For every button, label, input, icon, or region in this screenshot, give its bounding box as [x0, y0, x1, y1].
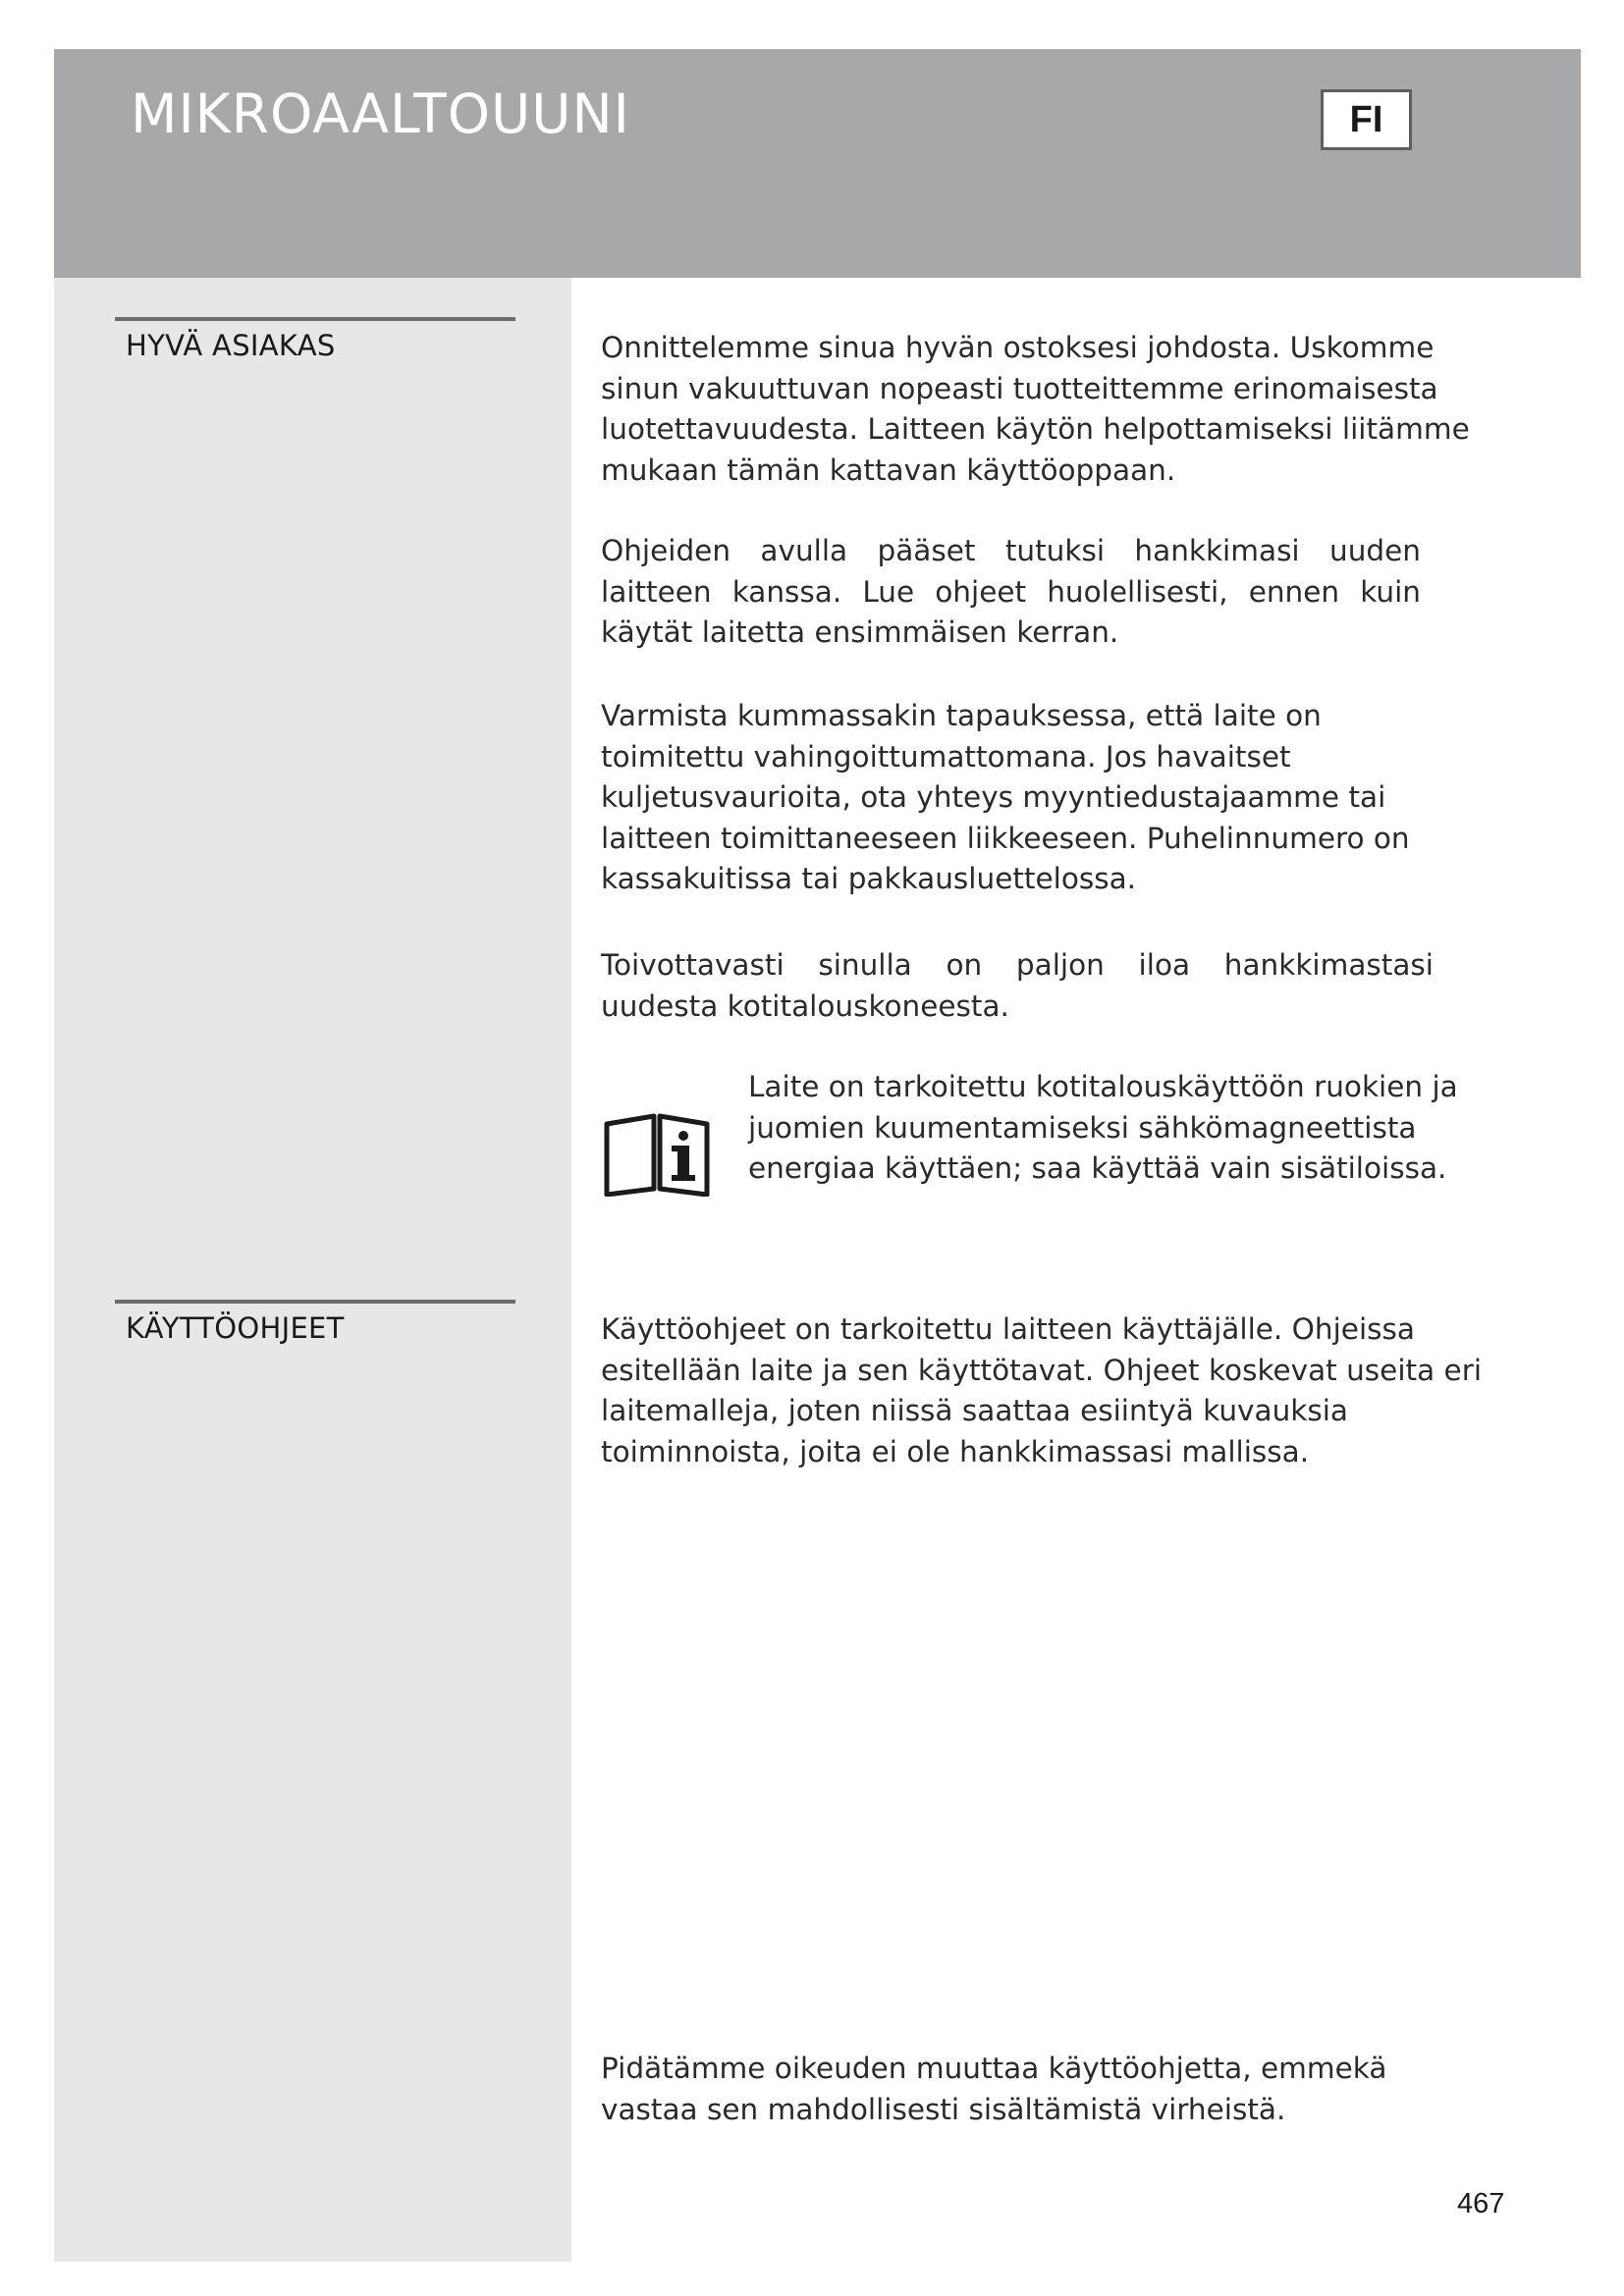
- instructions-paragraph: Ohjeiden avulla pääset tutuksi hankkimasi uuden laitteen kanssa. Lue ohjeet huolellisesti, ennen kuin käytät laitetta ensimmäisen kerran.: [601, 534, 1421, 649]
- disclaimer-paragraph: Pidätämme oikeuden muuttaa käyttöohjetta, emmekä vastaa sen mahdollisesti sisältämistä virheistä.: [601, 2052, 1387, 2126]
- section-label-user-manual: KÄYTTÖOHJEET: [126, 1311, 345, 1345]
- page-title: MIKROAALTOUUNI: [131, 82, 630, 145]
- language-badge: FI: [1321, 89, 1412, 150]
- wish-paragraph: Toivottavasti sinulla on paljon iloa hankkimastasi uudesta kotitalouskoneesta.: [601, 948, 1434, 1023]
- info-manual-icon: [603, 1112, 711, 1197]
- delivery-check-paragraph: Varmista kummassakin tapauksessa, että laite on toimitettu vahingoittumattomana. Jos havaitset kuljetusvaurioita, ota yhteys myyntiedustajaamme tai laitteen toimittaneeseen liikkeeseen. Puhelinnumero on kassakuitissa tai pakkausluettelossa.: [601, 699, 1410, 895]
- section-label-dear-customer: HYVÄ ASIAKAS: [126, 329, 336, 362]
- page-number: 467: [1457, 2188, 1505, 2219]
- intended-use-notice: Laite on tarkoitettu kotitalouskäyttöön ruokien ja juomien kuumentamiseksi sähkömagneettista energiaa käyttäen; saa käyttää vain sisätiloissa.: [748, 1070, 1458, 1185]
- intro-paragraph: Onnittelemme sinua hyvän ostoksesi johdosta. Uskomme sinun vakuuttuvan nopeasti tuotteittemme erinomaisesta luotettavuudesta. Laitteen käytön helpottamiseksi liitämme mukaan tämän kattavan käyttöoppaan.: [601, 331, 1470, 487]
- sidebar: [54, 278, 571, 2262]
- section-divider: [115, 1300, 515, 1304]
- section-divider: [115, 317, 515, 321]
- manual-purpose-paragraph: Käyttöohjeet on tarkoitettu laitteen käyttäjälle. Ohjeissa esitellään laite ja sen käyttötavat. Ohjeet koskevat useita eri laitemalleja, joten niissä saattaa esiintyä kuvauksia toiminnoista, joita ei ole hankkimassasi mallissa.: [601, 1312, 1483, 1468]
